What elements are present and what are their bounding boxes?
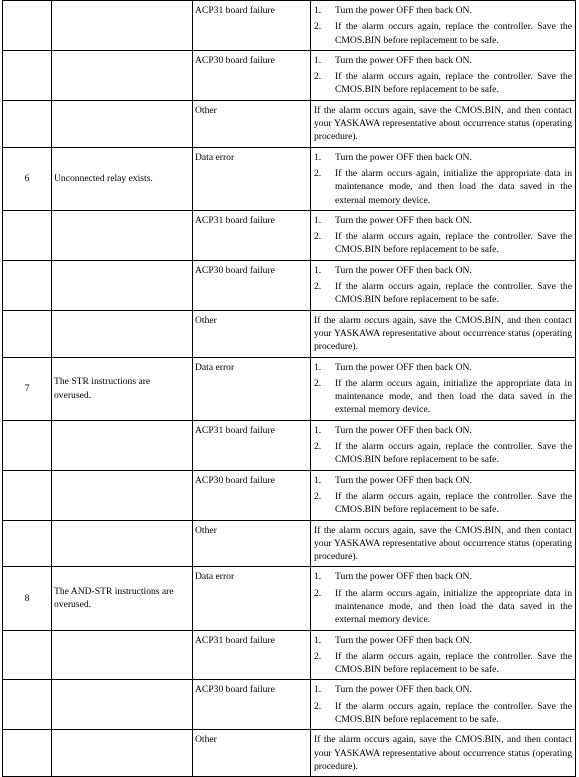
cause-cell: Other bbox=[193, 730, 311, 777]
step-text: If the alarm occurs again, initialize the appropriate data in maintenance mode, and then load the data saved in the external memory device. bbox=[335, 167, 572, 206]
step-text: Turn the power OFF then back ON. bbox=[335, 214, 472, 226]
cause-cell: ACP30 board failure bbox=[193, 50, 311, 100]
step-text: Turn the power OFF then back ON. bbox=[335, 264, 472, 276]
cause-cell: ACP31 board failure bbox=[193, 630, 311, 680]
remedy-cell: If the alarm occurs again, save the CMOS.BIN, and then contact your YASKAWA representative about occurrence status (operating procedure). bbox=[311, 520, 576, 567]
cause-cell: Data error bbox=[193, 147, 311, 210]
step-number: 2. bbox=[314, 167, 322, 179]
step-number: 1. bbox=[314, 151, 322, 163]
alarm-number-cell bbox=[3, 100, 52, 147]
step-number: 1. bbox=[314, 5, 322, 16]
remedy-steps-list bbox=[314, 570, 572, 626]
cause-cell: Data error bbox=[193, 357, 311, 420]
remedy-step bbox=[314, 474, 572, 487]
step-number: 2. bbox=[314, 231, 322, 243]
cause-cell: ACP30 board failure bbox=[193, 260, 311, 310]
step-text: If the alarm occurs again, replace the controller. Save the CMOS.BIN before replacement to be safe. bbox=[335, 231, 572, 256]
remedy-step bbox=[314, 230, 572, 257]
remedy-step bbox=[314, 361, 572, 374]
remedy-step bbox=[314, 700, 572, 727]
remedy-step bbox=[314, 20, 572, 47]
step-number: 2. bbox=[314, 650, 322, 662]
step-text: If the alarm occurs again, replace the controller. Save the CMOS.BIN before replacement to be safe. bbox=[335, 700, 572, 726]
step-number: 2. bbox=[314, 377, 322, 389]
table-row bbox=[3, 1, 576, 51]
remedy-cell bbox=[311, 567, 576, 630]
table-row bbox=[3, 100, 576, 147]
step-number: 1. bbox=[314, 474, 322, 486]
table-row bbox=[3, 567, 576, 630]
step-text: Turn the power OFF then back ON. bbox=[335, 474, 472, 486]
remedy-step bbox=[314, 587, 572, 627]
remedy-cell bbox=[311, 420, 576, 470]
remedy-cell bbox=[311, 680, 576, 730]
cause-cell: ACP31 board failure bbox=[193, 210, 311, 260]
alarm-number-cell bbox=[3, 50, 52, 100]
remedy-steps-list bbox=[314, 264, 572, 307]
alarm-description-cell bbox=[52, 420, 193, 470]
step-text: If the alarm occurs again, replace the controller. Save the CMOS.BIN before replacement to be safe. bbox=[335, 71, 572, 96]
step-text: If the alarm occurs again, replace the controller. Save the CMOS.BIN before replacement to be safe. bbox=[335, 21, 572, 46]
step-number: 1. bbox=[314, 54, 322, 66]
remedy-steps-list bbox=[314, 683, 572, 726]
step-text: Turn the power OFF then back ON. bbox=[335, 684, 472, 696]
remedy-steps-list bbox=[314, 474, 572, 517]
remedy-step bbox=[314, 70, 572, 97]
remedy-step bbox=[314, 280, 572, 307]
alarm-description-cell bbox=[52, 520, 193, 567]
alarm-number-cell bbox=[3, 680, 52, 730]
table-body bbox=[3, 1, 576, 777]
alarm-number-cell bbox=[3, 260, 52, 310]
step-number: 1. bbox=[314, 264, 322, 276]
remedy-step bbox=[314, 424, 572, 437]
cause-cell: ACP31 board failure bbox=[193, 420, 311, 470]
alarm-description-cell bbox=[52, 630, 193, 680]
alarm-number-cell bbox=[3, 730, 52, 777]
remedy-step bbox=[314, 570, 572, 583]
remedy-step bbox=[314, 54, 572, 67]
step-number: 1. bbox=[314, 571, 322, 583]
step-text: If the alarm occurs again, replace the controller. Save the CMOS.BIN before replacement to be safe. bbox=[335, 490, 572, 516]
alarm-number-cell: 8 bbox=[3, 567, 52, 630]
remedy-steps-list bbox=[314, 151, 572, 207]
cause-cell: Other bbox=[193, 310, 311, 357]
alarm-number-cell bbox=[3, 470, 52, 520]
remedy-cell: If the alarm occurs again, save the CMOS.BIN, and then contact your YASKAWA representative about occurrence status (operating procedure). bbox=[311, 100, 576, 147]
step-number: 2. bbox=[314, 700, 322, 712]
table-row bbox=[3, 420, 576, 470]
step-number: 2. bbox=[314, 490, 322, 502]
remedy-steps-list bbox=[314, 4, 572, 47]
remedy-step bbox=[314, 650, 572, 677]
step-text: Turn the power OFF then back ON. bbox=[335, 424, 472, 436]
alarm-number-cell bbox=[3, 630, 52, 680]
step-text: Turn the power OFF then back ON. bbox=[335, 54, 472, 66]
table-row bbox=[3, 630, 576, 680]
remedy-steps-list bbox=[314, 214, 572, 257]
remedy-step bbox=[314, 4, 572, 17]
table-row bbox=[3, 730, 576, 777]
step-number: 2. bbox=[314, 281, 322, 293]
table-row bbox=[3, 50, 576, 100]
step-text: Turn the power OFF then back ON. bbox=[335, 571, 472, 583]
remedy-step bbox=[314, 151, 572, 164]
cause-cell: Data error bbox=[193, 567, 311, 630]
table-row bbox=[3, 310, 576, 357]
alarm-description-cell bbox=[52, 50, 193, 100]
alarm-description-cell bbox=[52, 310, 193, 357]
remedy-step bbox=[314, 490, 572, 517]
cause-cell: ACP31 board failure bbox=[193, 1, 311, 51]
remedy-steps-list bbox=[314, 424, 572, 467]
step-number: 1. bbox=[314, 684, 322, 696]
table-row bbox=[3, 520, 576, 567]
remedy-cell: If the alarm occurs again, save the CMOS.BIN, and then contact your YASKAWA representative about occurrence status (operating procedure). bbox=[311, 310, 576, 357]
table-row bbox=[3, 680, 576, 730]
step-number: 1. bbox=[314, 634, 322, 646]
step-number: 2. bbox=[314, 71, 322, 83]
table-row bbox=[3, 357, 576, 420]
cause-cell: ACP30 board failure bbox=[193, 470, 311, 520]
alarm-description-cell: The AND-STR instructions are overused. bbox=[52, 567, 193, 630]
cause-cell: Other bbox=[193, 520, 311, 567]
step-text: If the alarm occurs again, initialize the appropriate data in maintenance mode, and then load the data saved in the external memory device. bbox=[335, 587, 572, 626]
alarm-number-cell: 7 bbox=[3, 357, 52, 420]
step-text: If the alarm occurs again, replace the controller. Save the CMOS.BIN before replacement to be safe. bbox=[335, 441, 572, 466]
table-row bbox=[3, 210, 576, 260]
remedy-step bbox=[314, 440, 572, 467]
remedy-steps-list bbox=[314, 54, 572, 97]
alarm-description-cell bbox=[52, 100, 193, 147]
step-number: 2. bbox=[314, 441, 322, 453]
alarm-description-cell bbox=[52, 1, 193, 51]
alarm-number-cell bbox=[3, 1, 52, 51]
remedy-step bbox=[314, 377, 572, 417]
alarm-number-cell bbox=[3, 210, 52, 260]
remedy-cell bbox=[311, 260, 576, 310]
alarm-remedy-table bbox=[2, 0, 576, 777]
remedy-step bbox=[314, 214, 572, 227]
remedy-cell bbox=[311, 470, 576, 520]
alarm-number-cell bbox=[3, 520, 52, 567]
step-text: Turn the power OFF then back ON. bbox=[335, 361, 472, 373]
step-text: If the alarm occurs again, initialize the appropriate data in maintenance mode, and then load the data saved in the external memory device. bbox=[335, 377, 572, 416]
remedy-cell bbox=[311, 357, 576, 420]
remedy-cell: If the alarm occurs again, save the CMOS.BIN, and then contact your YASKAWA representative about occurrence status (operating procedure). bbox=[311, 730, 576, 777]
step-number: 1. bbox=[314, 424, 322, 436]
table-row bbox=[3, 470, 576, 520]
remedy-step bbox=[314, 683, 572, 696]
alarm-number-cell: 6 bbox=[3, 147, 52, 210]
table-row bbox=[3, 147, 576, 210]
remedy-cell bbox=[311, 1, 576, 51]
step-text: Turn the power OFF then back ON. bbox=[335, 5, 472, 16]
remedy-cell bbox=[311, 210, 576, 260]
alarm-description-cell bbox=[52, 680, 193, 730]
step-number: 1. bbox=[314, 214, 322, 226]
alarm-description-cell: Unconnected relay exists. bbox=[52, 147, 193, 210]
remedy-steps-list bbox=[314, 361, 572, 417]
alarm-description-cell bbox=[52, 730, 193, 777]
step-text: Turn the power OFF then back ON. bbox=[335, 634, 472, 646]
alarm-description-cell: The STR instructions are overused. bbox=[52, 357, 193, 420]
remedy-steps-list bbox=[314, 634, 572, 677]
step-text: If the alarm occurs again, replace the controller. Save the CMOS.BIN before replacement to be safe. bbox=[335, 650, 572, 676]
remedy-cell bbox=[311, 50, 576, 100]
alarm-number-cell bbox=[3, 310, 52, 357]
alarm-description-cell bbox=[52, 470, 193, 520]
step-text: If the alarm occurs again, replace the controller. Save the CMOS.BIN before replacement to be safe. bbox=[335, 281, 572, 306]
alarm-number-cell bbox=[3, 420, 52, 470]
remedy-step bbox=[314, 634, 572, 647]
step-number: 2. bbox=[314, 21, 322, 33]
remedy-cell bbox=[311, 630, 576, 680]
step-number: 1. bbox=[314, 361, 322, 373]
step-number: 2. bbox=[314, 587, 322, 599]
cause-cell: Other bbox=[193, 100, 311, 147]
cause-cell: ACP30 board failure bbox=[193, 680, 311, 730]
remedy-step bbox=[314, 264, 572, 277]
alarm-description-cell bbox=[52, 210, 193, 260]
table-row bbox=[3, 260, 576, 310]
alarm-description-cell bbox=[52, 260, 193, 310]
remedy-cell bbox=[311, 147, 576, 210]
remedy-step bbox=[314, 167, 572, 207]
step-text: Turn the power OFF then back ON. bbox=[335, 151, 472, 163]
